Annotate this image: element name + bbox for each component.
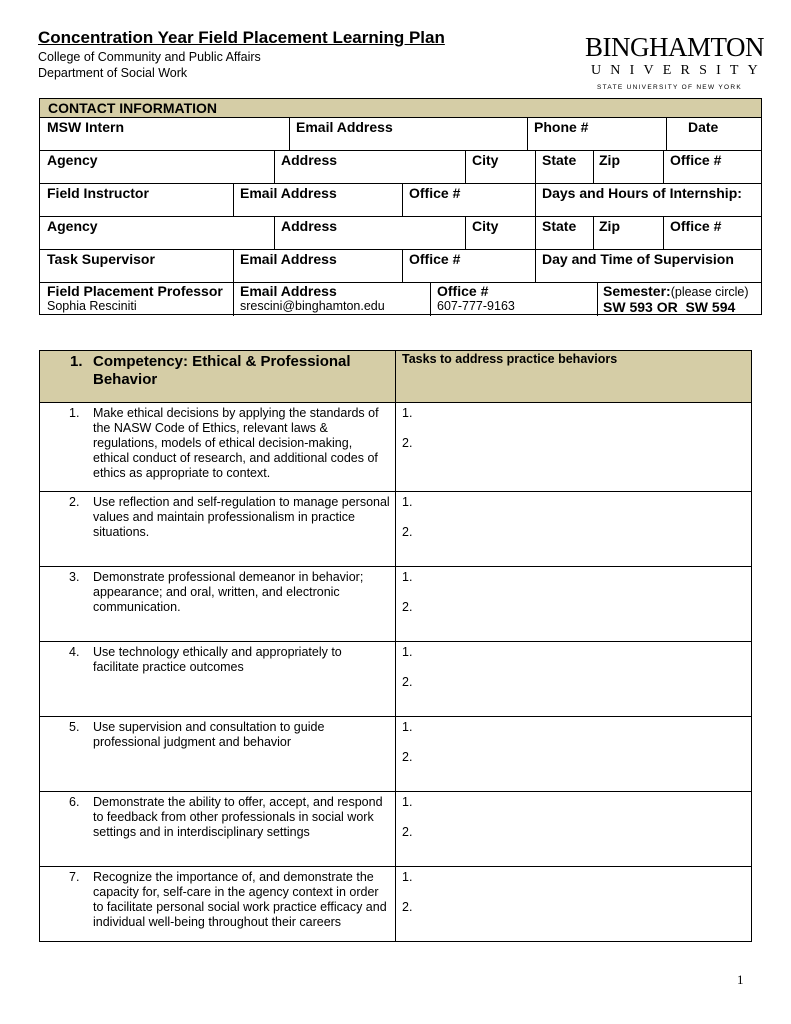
behavior-row — [40, 642, 751, 717]
date-label: Date — [688, 119, 719, 135]
behavior-row — [40, 567, 751, 642]
agency-city-label: City — [472, 152, 499, 168]
behavior-row — [40, 403, 751, 492]
task-2-label: 2. — [402, 825, 413, 839]
agency-2-address-label: Address — [281, 218, 338, 234]
competency-title: Competency: Ethical & Professional Behavior — [93, 353, 351, 388]
task-1-label: 1. — [402, 495, 413, 509]
semester-label-text: Semester: — [603, 283, 671, 299]
field-instructor-label: Field Instructor — [47, 185, 149, 201]
behavior-number: 7. — [69, 870, 80, 884]
behavior-row — [40, 792, 751, 867]
behavior-text: Demonstrate professional demeanor in behavior; appearance; and oral, written, and electronic communication. — [93, 570, 364, 614]
task-2-label: 2. — [402, 525, 413, 539]
behavior-text: Demonstrate the ability to offer, accept, and respond to feedback from other professionals in social work settings and in interdisciplinary settings — [93, 795, 383, 839]
behavior-row — [40, 492, 751, 567]
phone-label: Phone # — [534, 119, 589, 135]
task-1-label: 1. — [402, 645, 413, 659]
task-1-label: 1. — [402, 720, 413, 734]
college-name: College of Community and Public Affairs — [38, 50, 261, 64]
contact-header — [40, 99, 761, 118]
internship-days-hours-label: Days and Hours of Internship: — [542, 185, 742, 201]
supervisor-office-label: Office # — [409, 251, 461, 267]
task-1-label: 1. — [402, 870, 413, 884]
behavior-text: Use technology ethically and appropriately to facilitate practice outcomes — [93, 645, 342, 674]
professor-label: Field Placement Professor — [47, 283, 223, 299]
page-number: 1 — [737, 972, 744, 987]
contact-information-table — [39, 98, 762, 315]
professor-office-phone: 607-777-9163 — [437, 299, 515, 313]
behavior-row — [40, 867, 751, 942]
logo-line-3: STATE UNIVERSITY OF NEW YORK — [597, 84, 742, 91]
behavior-number: 3. — [69, 570, 80, 584]
behavior-number: 4. — [69, 645, 80, 659]
instructor-office-label: Office # — [409, 185, 461, 201]
task-2-label: 2. — [402, 750, 413, 764]
contact-heading: CONTACT INFORMATION — [48, 100, 218, 116]
intern-email-label: Email Address — [296, 119, 393, 135]
msw-intern-label: MSW Intern — [47, 119, 124, 135]
professor-office-label: Office # — [437, 283, 489, 299]
agency-2-state-label: State — [542, 218, 577, 234]
professor-email-label: Email Address — [240, 283, 337, 299]
task-2-label: 2. — [402, 436, 413, 450]
task-1-label: 1. — [402, 795, 413, 809]
agency-2-city-label: City — [472, 218, 499, 234]
professor-email: srescini@binghamton.edu — [240, 299, 385, 313]
task-1-label: 1. — [402, 570, 413, 584]
task-2-label: 2. — [402, 600, 413, 614]
behavior-number: 6. — [69, 795, 80, 809]
department-name: Department of Social Work — [38, 66, 188, 80]
behavior-text: Use supervision and consultation to guide professional judgment and behavior — [93, 720, 325, 749]
supervision-day-time-label: Day and Time of Supervision — [542, 251, 734, 267]
behavior-text: Recognize the importance of, and demonstrate the capacity for, self-care in the agency context in order to facilitate personal social work practice efficacy and individual well-being throughout their careers — [93, 870, 387, 929]
semester-options: SW 593 OR SW 594 — [603, 299, 736, 315]
competency-table — [39, 350, 752, 942]
behavior-text: Use reflection and self-regulation to manage personal values and maintain professionalism in practice situations. — [93, 495, 390, 539]
tasks-header: Tasks to address practice behaviors — [402, 352, 618, 366]
supervisor-email-label: Email Address — [240, 251, 337, 267]
agency-office-label: Office # — [670, 152, 722, 168]
behavior-number: 1. — [69, 406, 80, 420]
agency-zip-label: Zip — [599, 152, 620, 168]
agency-2-office-label: Office # — [670, 218, 722, 234]
semester-note: (please circle) — [670, 285, 749, 299]
agency-2-zip-label: Zip — [599, 218, 620, 234]
professor-name: Sophia Resciniti — [47, 299, 137, 313]
task-supervisor-label: Task Supervisor — [47, 251, 155, 267]
behavior-row — [40, 717, 751, 792]
semester-label — [603, 283, 749, 299]
logo-line-2: UNIVERSITY — [591, 63, 767, 78]
behavior-text: Make ethical decisions by applying the standards of the NASW Code of Ethics, relevant laws & regulations, models of ethical decision-making, ethical conduct of research, and additional codes of ethics as appropriate to context. — [93, 406, 379, 480]
logo-line-1: BINGHAMTON — [585, 32, 765, 62]
university-logo — [585, 32, 767, 96]
agency-address-label: Address — [281, 152, 338, 168]
instructor-email-label: Email Address — [240, 185, 337, 201]
agency-label: Agency — [47, 152, 98, 168]
agency-state-label: State — [542, 152, 577, 168]
behavior-number: 5. — [69, 720, 80, 734]
page-title: Concentration Year Field Placement Learning Plan — [38, 28, 445, 47]
agency-2-label: Agency — [47, 218, 98, 234]
task-2-label: 2. — [402, 675, 413, 689]
task-2-label: 2. — [402, 900, 413, 914]
behavior-number: 2. — [69, 495, 80, 509]
competency-number: 1. — [70, 353, 83, 370]
task-1-label: 1. — [402, 406, 413, 420]
